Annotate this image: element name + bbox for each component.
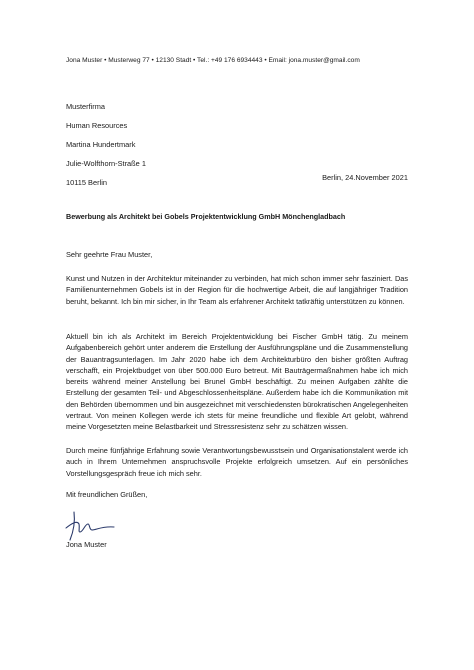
closing-phrase: Mit freundlichen Grüßen, <box>66 490 148 499</box>
recipient-address-block <box>66 97 146 192</box>
recipient-city: 10115 Berlin <box>66 178 107 187</box>
body-paragraph-intro: Kunst und Nutzen in der Architektur miteinander zu verbinden, hat mich schon immer sehr fasziniert. Das Familienunternehmen Gobels ist in der Region für die hochwertige Arbeit, die auf langjähriger Tradition beruht, bekannt. Ich bin mir sicher, in Ihr Team als erfahrener Architekt tatkräftig unterstützen zu können. <box>66 274 408 306</box>
recipient-person: Martina Hundertmark <box>66 140 136 149</box>
recipient-department: Human Resources <box>66 121 128 130</box>
body-paragraph-closing: Durch meine fünfjährige Erfahrung sowie Verantwortungsbewusstsein und Organisationstalent werde ich auch in Ihrem Unternehmen anspruchsvolle Projekte erfolgreich umsetzen. Auf ein persönliches Vorstellungsgespräch freue ich mich sehr. <box>66 446 408 478</box>
body-paragraph-experience: Aktuell bin ich als Architekt im Bereich Projektentwicklung bei Fischer GmbH tätig. Zu meinem Aufgabenbereich gehört unter anderem die Erstellung der Ausführungspläne und die Zusammenstellung der Bauantragsunterlagen. Im Jahr 2020 habe ich dem Architekturbüro den bisher größten Auftrag verschafft, ein Projektbudget von über 500.000 Euro betreut. Mit Bauträgermaßnahmen habe ich mich bereits während meiner Anstellung bei Brunel GmbH beschäftigt. Zu meinen Aufgaben zählte die Erstellung der gesamten Teil- und Abgeschlossenheitspläne. Außerdem habe ich die Kommunikation mit den Behörden übernommen und bin ausgezeichnet mit verschiedensten bürokratischen Angelegenheiten vertraut. Von meinen Kollegen werde ich stets für meine freundliche und flexible Art gelobt, während meine Vorgesetzten meine Belastbarkeit und Stressresistenz sehr zu schätzen wissen. <box>66 332 408 432</box>
letter-subject: Bewerbung als Architekt bei Gobels Projektentwicklung GmbH Mönchengladbach <box>66 212 346 221</box>
sender-contact-line: Jona Muster • Musterweg 77 • 12130 Stadt • Tel.: +49 176 6934443 • Email: jona.muster@gmail.com <box>66 57 360 64</box>
recipient-company: Musterfirma <box>66 102 106 111</box>
signature-stroke <box>66 512 114 540</box>
salutation: Sehr geehrte Frau Muster, <box>66 250 153 259</box>
signer-name: Jona Muster <box>66 540 107 549</box>
letter-date: Berlin, 24.November 2021 <box>322 173 408 182</box>
recipient-street: Julie-Wolfthorn-Straße 1 <box>66 159 146 168</box>
